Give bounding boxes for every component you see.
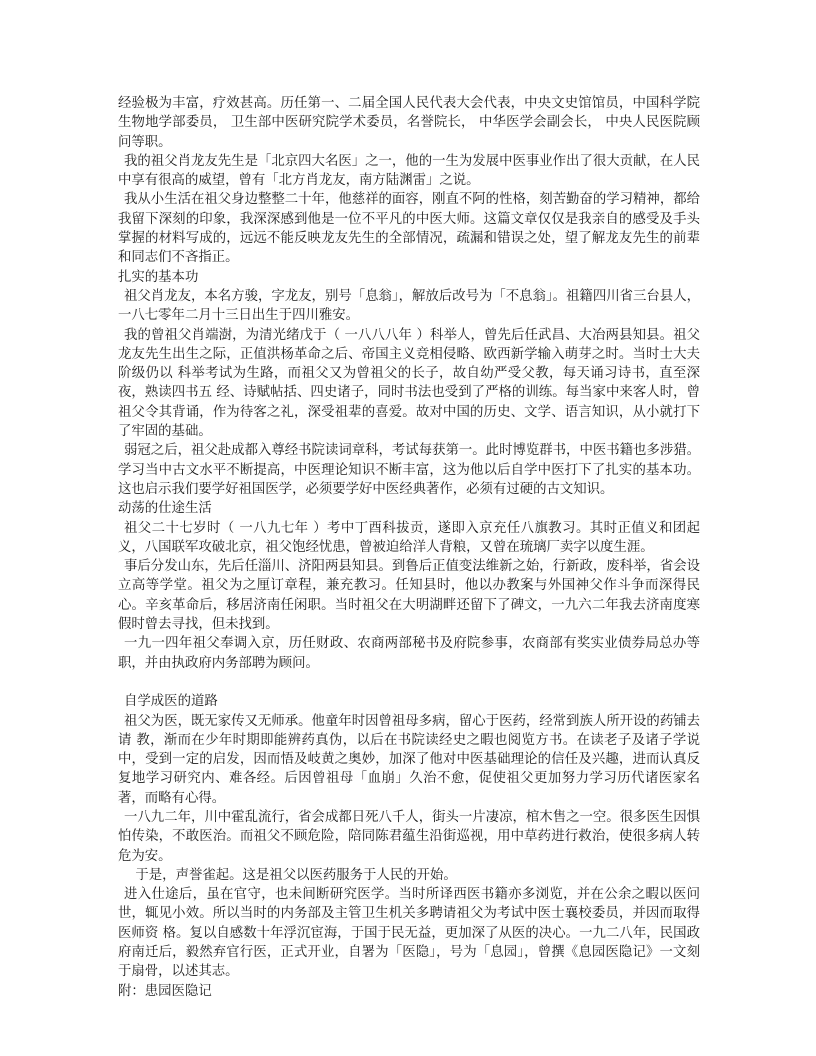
paragraph: 事后分发山东，先后任淄川、济阳两县知县。到鲁后正值变法维新之始，行新政，废科举，省会设立高等学堂。祖父为之厘订章程，兼充教习。任知县时，他以办教案与外国神父作斗争而深得民心。辛亥革命后，移居济南任闲职。当时祖父在大明湖畔还留下了碑文，一九六二年我去济南度寒假时曾去寻找，但未找到。 [118, 559, 700, 633]
paragraph: 经验极为丰富，疗效甚高。历任第一、二届全国人民代表大会代表，中央文史馆馆员，中国科学院生物地学部委员， 卫生部中医研究院学术委员，名誉院长， 中华医学会副会长， 中央人民医院顾问等职。 [118, 96, 700, 150]
paragraph: 我的祖父肖龙友先生是「北京四大名医」之一，他的一生为发展中医事业作出了很大贡献，在人民中享有很高的威望，曾有「北方肖龙友，南方陆渊雷」之说。 [118, 153, 700, 189]
section-heading: 附：患园医隐记 [118, 983, 212, 999]
section-heading: 扎实的基本功 [118, 269, 199, 285]
paragraph: 祖父二十七岁时（ 一八九七年 ）考中丁酉科拔贡，遂即入京充任八旗教习。其时正值义和团起义，八国联军攻破北京，祖父饱经忧患，曾被迫给洋人背粮，又曾在琉璃厂卖字以度生涯。 [118, 520, 700, 555]
section-heading: 动荡的仕途生活 [118, 501, 212, 517]
paragraph: 弱冠之后，祖父赴成都入尊经书院读词章科，考试每获第一。此时博览群书，中医书籍也多涉猎。学习当中古文水平不断提高，中医理论知识不断丰富，这为他以后自学中医打下了扎实的基本功。这也启示我们要学好祖国医学，必须要学好中医经典著作，必须有过硬的古文知识。 [118, 443, 700, 497]
paragraph: 祖父为医，既无家传又无师承。他童年时因曾祖母多病，留心于医药，经常到族人所开设的药铺去请 教，渐而在少年时期即能辨药真伪，以后在书院读经史之暇也阅览方书。在读老子及诸子学说中，受到一定的启发，因而悟及岐黄之奥妙，加深了他对中医基础理论的信任及兴趣，进而认真反复地学习研究内、难各经。后因曾祖母「血崩」久治不愈，促使祖父更加努力学习历代诸医家名著，而略有心得。 [118, 713, 700, 806]
paragraph: 于是，声誉雀起。这是祖父以医药服务于人民的开始。 [135, 867, 457, 883]
paragraph: 我的曾祖父肖端澍，为清光绪戊于（ 一八八八年 ）科举人，曾先后任武昌、大冶两县知县。祖父龙友先生出生之际，正值洪杨革命之后、帝国主义竞相侵略、欧西新学输入萌芽之时。当时士大夫阶级仍以 科举考试为生路，而祖父又为曾祖父的长子，故自幼严受父教，每天诵习诗书，直至深夜，熟读四书五 经、诗赋帖括、四史诸子，同时书法也受到了严格的训练。每当家中来客人时，曾祖父令其背诵，作为待客之礼，深受祖辈的喜爱。故对中国的历史、文学、语言知识，从小就打下了牢固的基础。 [118, 327, 700, 440]
paragraph: 祖父肖龙友，本名方骏，字龙友，别号「息翁」，解放后改号为「不息翁」。祖籍四川省三台县人，一八七零年二月十三日出生于四川雅安。 [118, 288, 700, 324]
paragraph: 进入仕途后，虽在官守，也未间断研究医学。当时所译西医书籍亦多浏览，并在公余之暇以医问世，辄见小效。所以当时的内务部及主管卫生机关多聘请祖父为考试中医士襄校委员，并因而取得医师资 格。复以自感数十年浮沉宦海，于国于民无益，更加深了从医的决心。一九二八年，民国政府南迁后，毅然弃官行医，正式开业，自署为「医隐」，号为「息园」，曾撰《息园医隐记》一文刻于扇骨，以述其志。 [118, 887, 700, 980]
paragraph: 我从小生活在祖父身边整整二十年，他慈祥的面容，刚直不阿的性格，刻苦勤奋的学习精神，都给我留下深刻的印象，我深深感到他是一位不平凡的中医大师。这篇文章仅仅是我亲自的感受及手头掌握的材料写成的，远远不能反映龙友先生的全部情况，疏漏和错误之处，望了解龙友先生的前辈和同志们不吝指正。 [118, 192, 700, 266]
document-body [118, 94, 700, 1001]
paragraph: 一九一四年祖父奉调入京，历任财政、农商两部秘书及府院参事，农商部有奖实业债券局总办等职，并由执政府内务部聘为顾问。 [118, 636, 700, 671]
blank-line [118, 673, 700, 692]
section-heading: 自学成医的道路 [124, 694, 218, 710]
paragraph: 一八九二年，川中霍乱流行，省会成都日死八千人，街头一片凄凉，棺木售之一空。很多医生因惧怕传染，不敢医治。而祖父不顾危险，陪同陈君蕴生沿街巡视，用中草药进行救治，使很多病人转危为安。 [118, 809, 700, 864]
